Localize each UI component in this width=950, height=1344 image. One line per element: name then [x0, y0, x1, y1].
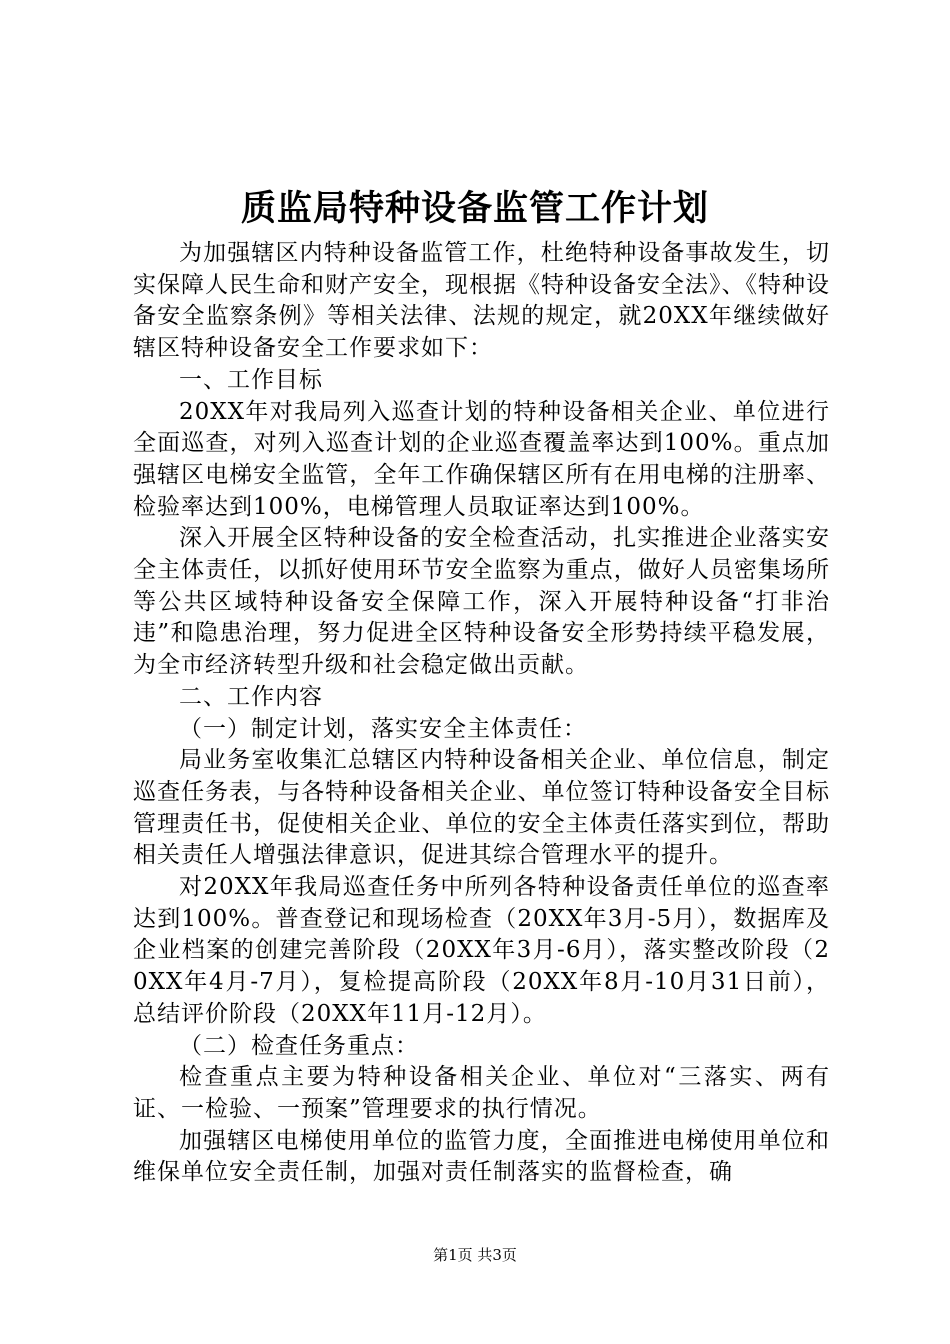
subsection-heading-plan: （一）制定计划，落实安全主体责任：	[179, 715, 587, 742]
paragraph-goals-1: 20XX年对我局列入巡查计划的特种设备相关企业、单位进行全面巡查，对列入巡查计划的企业巡查覆盖率达到100%。重点加强辖区电梯安全监管，全年工作确保辖区所有在用电梯的注册率、检验率达到100%，电梯管理人员取证率达到100%。	[133, 398, 830, 520]
page-number-footer: 第1页 共3页	[433, 1246, 517, 1264]
paragraph-inspection-2: 加强辖区电梯使用单位的监管力度，全面推进电梯使用单位和维保单位安全责任制，加强对责任制落实的监督检查，确	[133, 1127, 830, 1186]
section-heading-content: 二、工作内容	[179, 683, 323, 710]
paragraph-plan-1: 局业务室收集汇总辖区内特种设备相关企业、单位信息，制定巡查任务表，与各特种设备相关企业、单位签订特种设备安全目标管理责任书，促使相关企业、单位的安全主体责任落实到位，帮助相关责任人增强法律意识，促进其综合管理水平的提升。	[133, 747, 830, 869]
section-heading-goals: 一、工作目标	[179, 366, 323, 393]
paragraph-plan-2: 对20XX年我局巡查任务中所列各特种设备责任单位的巡查率达到100%。普查登记和现场检查（20XX年3月-5月），数据库及企业档案的创建完善阶段（20XX年3月-6月），落实整改阶段（20XX年4月-7月），复检提高阶段（20XX年8月-10月31日前），总结评价阶段（20XX年11月-12月）。	[133, 874, 830, 1027]
paragraph-intro: 为加强辖区内特种设备监管工作，杜绝特种设备事故发生，切实保障人民生命和财产安全，现根据《特种设备安全法》、《特种设备安全监察条例》等相关法律、法规的规定，就20XX年继续做好辖区特种设备安全工作要求如下：	[133, 240, 830, 362]
paragraph-inspection-1: 检查重点主要为特种设备相关企业、单位对“三落实、两有证、一检验、一预案”管理要求的执行情况。	[133, 1064, 830, 1122]
document-body	[133, 238, 830, 1189]
paragraph-goals-2: 深入开展全区特种设备的安全检查活动，扎实推进企业落实安全主体责任，以抓好使用环节安全监察为重点，做好人员密集场所等公共区域特种设备安全保障工作，深入开展特种设备“打非治违”和隐患治理，努力促进全区特种设备安全形势持续平稳发展，为全市经济转型升级和社会稳定做出贡献。	[133, 525, 830, 679]
subsection-heading-inspection: （二）检查任务重点：	[179, 1032, 419, 1059]
document-title: 质监局特种设备监管工作计划	[240, 188, 709, 229]
